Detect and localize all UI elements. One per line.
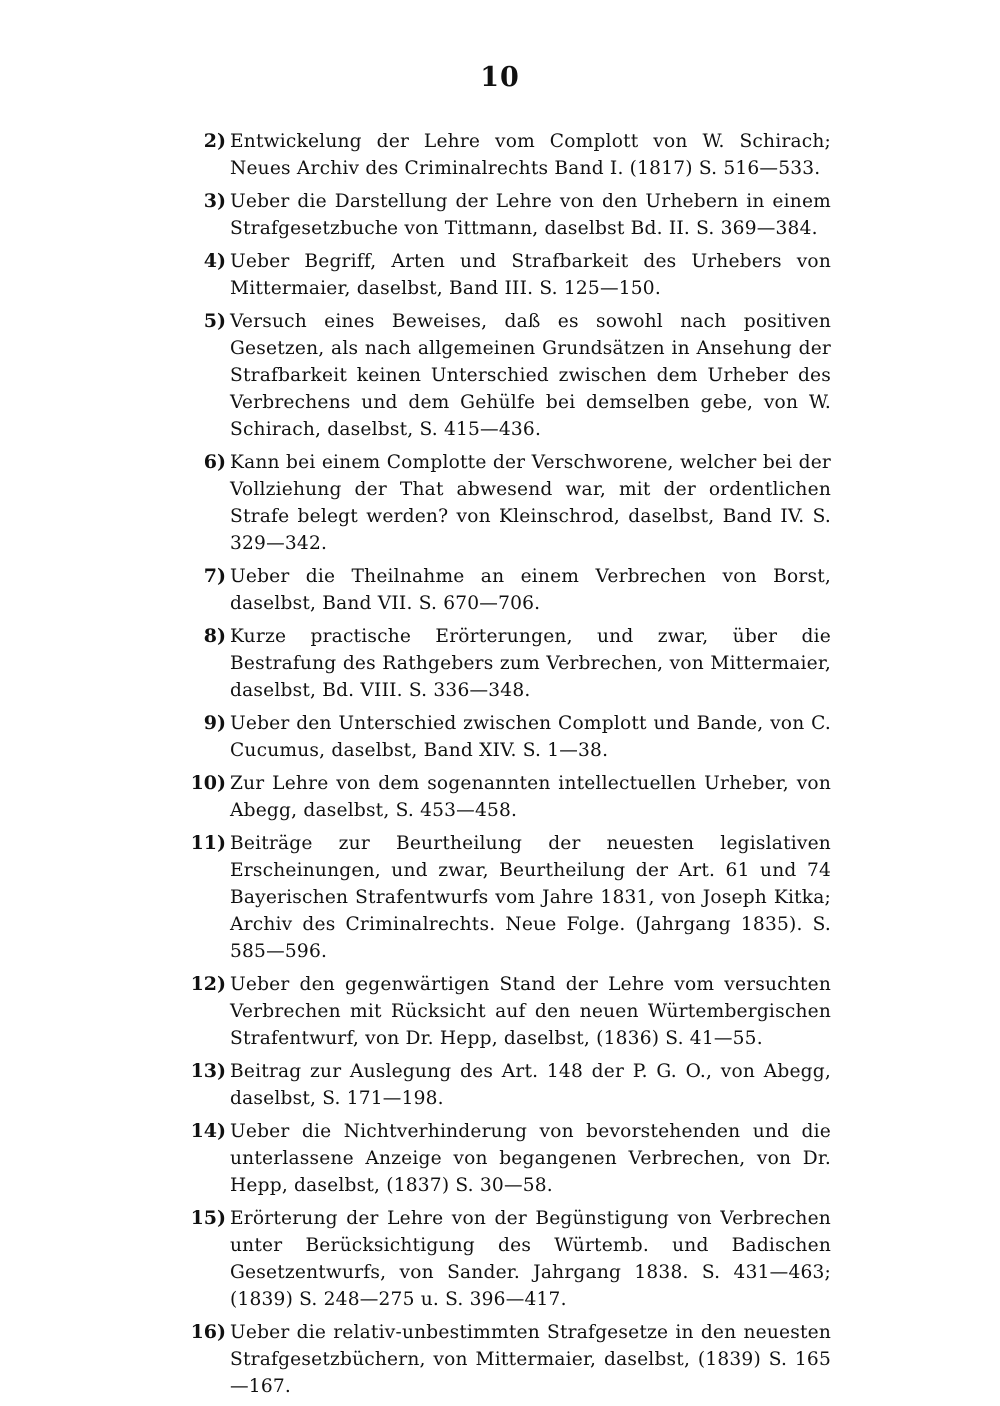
entry-text: Ueber die Theilnahme an einem Verbrechen von Borst, daselbst, Band VII. S. 670—706.: [230, 566, 831, 614]
list-item: [186, 710, 831, 764]
list-item: [186, 248, 831, 302]
list-item: [186, 1058, 831, 1112]
list-item: [186, 1319, 831, 1400]
list-item: [186, 563, 831, 617]
page-number: 10: [480, 62, 520, 93]
entry-number: 11): [190, 832, 226, 854]
entry-text: Zur Lehre von dem sogenannten intellectuellen Urheber, von Abegg, daselbst, S. 453—458.: [230, 773, 831, 821]
list-item: [186, 971, 831, 1052]
entry-number: 9): [203, 712, 226, 734]
entry-text: Ueber die relativ-unbestimmten Strafgesetze in den neuesten Strafgesetzbüchern, von Mittermaier, daselbst, (1839) S. 165—167.: [230, 1322, 831, 1397]
entry-number: 8): [203, 625, 226, 647]
entry-text: Kurze practische Erörterungen, und zwar, über die Bestrafung des Rathgebers zum Verbrechen, von Mittermaier, daselbst, Bd. VIII. S. 336—348.: [230, 626, 831, 701]
list-item: [186, 623, 831, 704]
list-item: [186, 188, 831, 242]
entry-number: 12): [190, 973, 226, 995]
entry-text: Beiträge zur Beurtheilung der neuesten legislativen Erscheinungen, und zwar, Beurtheilung der Art. 61 und 74 Bayerischen Strafentwurfs vom Jahre 1831, von Joseph Kitka; Archiv des Criminalrechts. Neue Folge. (Jahrgang 1835). S. 585—596.: [230, 833, 831, 962]
entry-text: Ueber die Darstellung der Lehre von den Urhebern in einem Strafgesetzbuche von Tittmann, daselbst Bd. II. S. 369—384.: [230, 191, 831, 239]
list-item: [186, 308, 831, 443]
entry-number: 6): [203, 451, 226, 473]
list-item: [186, 449, 831, 557]
entry-text: Ueber den gegenwärtigen Stand der Lehre vom versuchten Verbrechen mit Rücksicht auf den neuen Würtembergischen Strafentwurf, von Dr. Hepp, daselbst, (1836) S. 41—55.: [230, 974, 831, 1049]
entry-number: 10): [190, 772, 226, 794]
entry-number: 7): [203, 565, 226, 587]
entry-text: Versuch eines Beweises, daß es sowohl nach positiven Gesetzen, als nach allgemeinen Grundsätzen in Ansehung der Strafbarkeit keinen Unterschied zwischen dem Urheber des Verbrechens und dem Gehülfe bei demselben gebe, von W. Schirach, daselbst, S. 415—436.: [230, 311, 831, 440]
entry-text: Ueber den Unterschied zwischen Complott und Bande, von C. Cucumus, daselbst, Band XIV. S. 1—38.: [230, 713, 831, 761]
entry-text: Ueber die Nichtverhinderung von bevorstehenden und die unterlassene Anzeige von begangenen Verbrechen, von Dr. Hepp, daselbst, (1837) S. 30—58.: [230, 1121, 831, 1196]
entry-text: Beitrag zur Auslegung des Art. 148 der P. G. O., von Abegg, daselbst, S. 171—198.: [230, 1061, 831, 1109]
entry-text: Kann bei einem Complotte der Verschworene, welcher bei der Vollziehung der That abwesend war, mit der ordentlichen Strafe belegt werden? von Kleinschrod, daselbst, Band IV. S. 329—342.: [230, 452, 831, 554]
entry-text: Entwickelung der Lehre vom Complott von W. Schirach; Neues Archiv des Criminalrechts Band I. (1817) S. 516—533.: [230, 131, 831, 179]
entry-text: Erörterung der Lehre von der Begünstigung von Verbrechen unter Berücksichtigung des Würtemb. und Badischen Gesetzentwurfs, von Sander. Jahrgang 1838. S. 431—463; (1839) S. 248—275 u. S. 396—417.: [230, 1208, 831, 1310]
list-item: [186, 1205, 831, 1313]
list-item: [186, 830, 831, 965]
entry-number: 16): [190, 1321, 226, 1343]
entry-number: 14): [190, 1120, 226, 1142]
entry-number: 2): [203, 130, 226, 152]
entry-number: 15): [190, 1207, 226, 1229]
entry-number: 3): [203, 190, 226, 212]
entry-number: 5): [203, 310, 226, 332]
entry-number: 4): [203, 250, 226, 272]
list-item: [186, 128, 831, 182]
entry-number: 13): [190, 1060, 226, 1082]
list-item: [186, 770, 831, 824]
list-item: [186, 1118, 831, 1199]
entry-text: Ueber Begriff, Arten und Strafbarkeit des Urhebers von Mittermaier, daselbst, Band III. S. 125—150.: [230, 251, 831, 299]
bibliography-list: [186, 128, 831, 1406]
